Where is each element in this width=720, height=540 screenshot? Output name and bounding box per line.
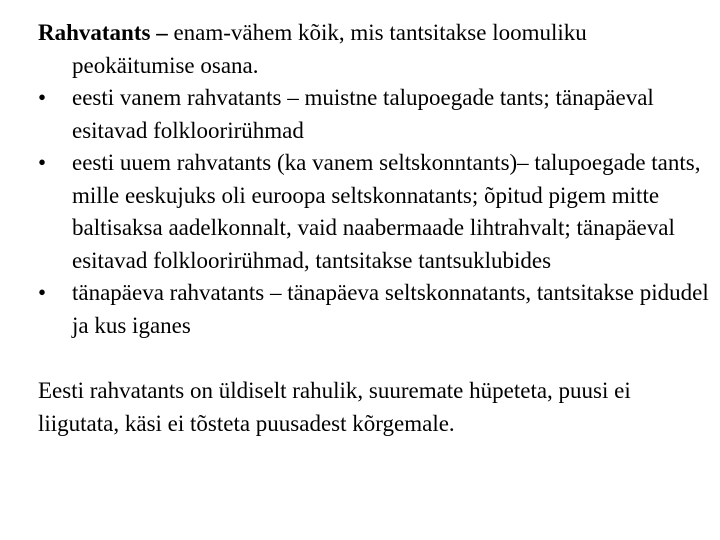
definition-dash: –	[150, 20, 174, 45]
bullet-item-tanapaeva	[38, 277, 710, 342]
bullet-text: eesti uuem rahvatants (ka vanem seltskonntants)– talupoegade tants, mille eeskujuks oli euroopa seltskonnatants; õpitud pigem mitte baltisaksa aadelkonnalt, vaid naabermaade lihtrahvalt; tänapäeval esitavad folkloorirühmad, tantsitakse tantsuklubides	[72, 150, 701, 273]
definition-paragraph	[38, 17, 710, 82]
bullet-icon: •	[38, 150, 47, 175]
definition-term: Rahvatants	[38, 20, 151, 45]
bullet-item-uuem	[38, 147, 710, 277]
bullet-item-vanem	[38, 82, 710, 147]
summary-paragraph: Eesti rahvatants on üldiselt rahulik, suuremate hüpeteta, puusi ei liigutata, käsi ei tõsteta puusadest kõrgemale.	[38, 378, 631, 436]
bullet-icon: •	[38, 280, 47, 305]
bullet-icon: •	[38, 85, 47, 110]
slide-content	[38, 17, 710, 440]
bullet-text: tänapäeva rahvatants – tänapäeva seltskonnatants, tantsitakse pidudel ja kus iganes	[72, 280, 709, 338]
bullet-list	[38, 82, 710, 342]
bullet-text: eesti vanem rahvatants – muistne talupoegade tants; tänapäeval esitavad folkloorirühmad	[72, 85, 654, 143]
definition-text: enam-vähem kõik, mis tantsitakse loomuliku peokäitumise osana.	[72, 20, 587, 78]
